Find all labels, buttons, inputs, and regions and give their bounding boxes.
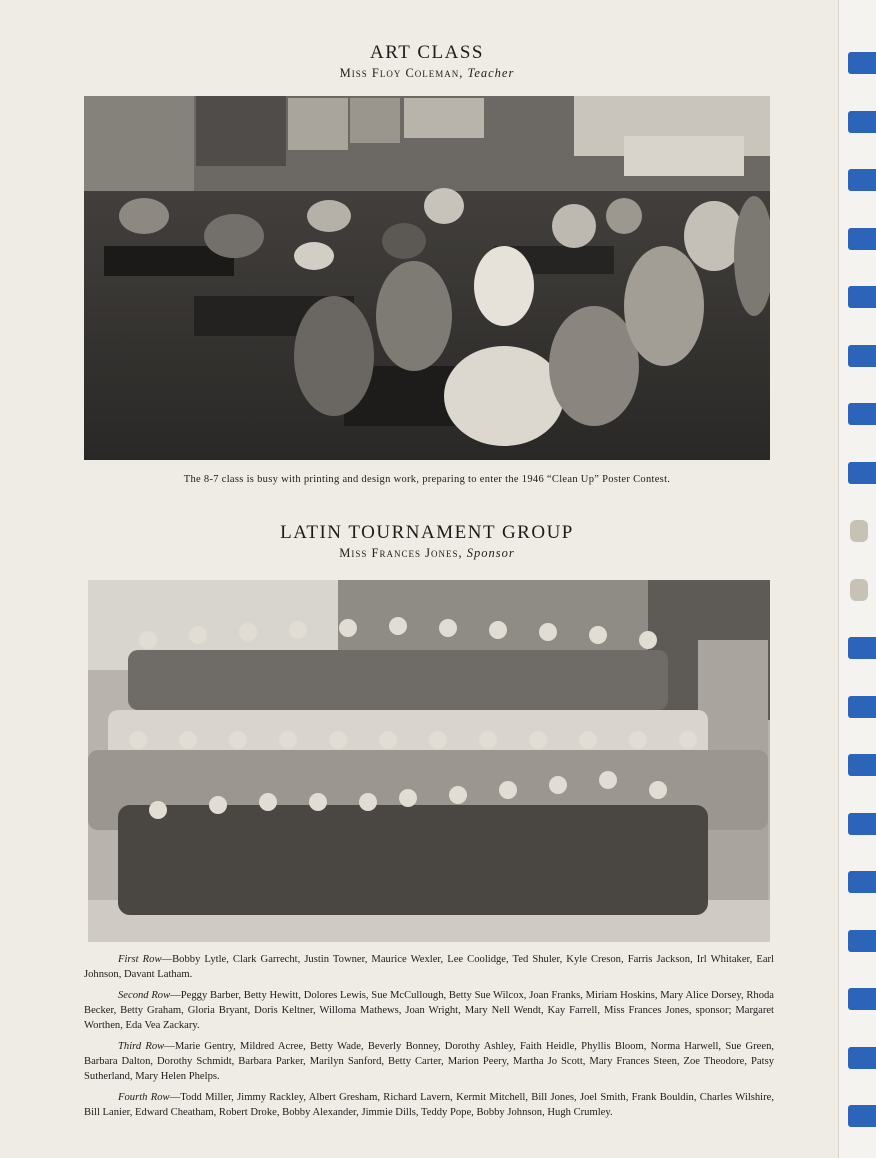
- binding-coil: [848, 52, 876, 74]
- name-list: [84, 952, 774, 1126]
- binding-coil: [848, 871, 876, 893]
- row-label: Fourth Row: [118, 1092, 170, 1103]
- binding-coil: [848, 345, 876, 367]
- row-names: Fourth Row—Todd Miller, Jimmy Rackley, Albert Gresham, Richard Lavern, Kermit Mitchell, Bill Jones, Joel Smith, Frank Bouldin, Charles Wilshire, Bill Lanier, Edward Cheatham, Robert Droke, Bobby Alexander, Jimmie Dills, Teddy Pope, Bobby Johnson, Hugh Crumley.: [84, 1092, 774, 1118]
- binding-coil: [848, 286, 876, 308]
- row-names-text: Peggy Barber, Betty Hewitt, Dolores Lewis, Sue McCullough, Betty Sue Wilcox, Joan Franks, Miriam Hoskins, Mary Alice Dorsey, Rhoda Becker, Betty Graham, Gloria Bryant, Doris Keltner, Willoma Mathews, Joan Wright, Mary Nell Wendt, Kay Farrell, Miss Frances Jones, sponsor; Margaret Worthen, Eda Vea Zackary.: [84, 990, 775, 1031]
- row-names-text: Marie Gentry, Mildred Acree, Betty Wade, Beverly Bonney, Dorothy Ashley, Faith Heidle, Phyllis Bloom, Norma Harwell, Sue Green, Barbara Dalton, Dorothy Schmidt, Barbara Parker, Marilyn Sanford, Betty Carter, Marion Peery, Martha Jo Scott, Mary Frances Steen, Zoe Theodore, Patsy Sutherland, Mary Helen Phelps.: [84, 1041, 775, 1082]
- latin-group-title: LATIN TOURNAMENT GROUP: [280, 522, 574, 543]
- binding-coil: [848, 169, 876, 191]
- binding-coil: [848, 228, 876, 250]
- art-class-caption: The 8-7 class is busy with printing and design work, preparing to enter the 1946 “Clean Up” Poster Contest.: [183, 474, 671, 485]
- row-names: Third Row—Marie Gentry, Mildred Acree, Betty Wade, Beverly Bonney, Dorothy Ashley, Faith Heidle, Phyllis Bloom, Norma Harwell, Sue Green, Barbara Dalton, Dorothy Schmidt, Barbara Parker, Marilyn Sanford, Betty Carter, Marion Peery, Martha Jo Scott, Mary Frances Steen, Zoe Theodore, Patsy Sutherland, Mary Helen Phelps.: [84, 1041, 775, 1082]
- row-label: First Row: [118, 954, 162, 965]
- teacher-role: Teacher: [467, 66, 515, 80]
- art-class-photo: [84, 96, 770, 460]
- sponsor-name: Miss Frances Jones: [339, 546, 459, 560]
- art-class-teacher: Miss Floy Coleman, Teacher: [339, 66, 515, 80]
- sponsor-role: Sponsor: [466, 546, 515, 560]
- binding-coil: [848, 1105, 876, 1127]
- binding-coil: [848, 462, 876, 484]
- row-names: Second Row—Peggy Barber, Betty Hewitt, Dolores Lewis, Sue McCullough, Betty Sue Wilcox, Joan Franks, Miriam Hoskins, Mary Alice Dorsey, Rhoda Becker, Betty Graham, Gloria Bryant, Doris Keltner, Willoma Mathews, Joan Wright, Mary Nell Wendt, Kay Farrell, Miss Frances Jones, sponsor; Margaret Worthen, Eda Vea Zackary.: [84, 990, 775, 1031]
- row-label: Third Row: [118, 1041, 165, 1052]
- row-names-text: Bobby Lytle, Clark Garrecht, Justin Towner, Maurice Wexler, Lee Coolidge, Ted Shuler, Kyle Creson, Farris Jackson, Irl Whitaker, Earl Johnson, Davant Latham.: [84, 954, 774, 980]
- art-class-title: ART CLASS: [370, 42, 484, 63]
- latin-group-photo: [88, 580, 770, 942]
- binding-coil: [848, 930, 876, 952]
- row-label: Second Row: [118, 990, 171, 1001]
- binding-coil: [850, 520, 868, 542]
- binding-coil: [848, 813, 876, 835]
- binding-coil: [848, 637, 876, 659]
- binding-coil: [850, 579, 868, 601]
- teacher-name: Miss Floy Coleman: [339, 66, 460, 80]
- binding-coil: [848, 111, 876, 133]
- binding-coil: [848, 403, 876, 425]
- binding-coil: [848, 988, 876, 1010]
- binding-coil: [848, 1047, 876, 1069]
- row-names-text: Todd Miller, Jimmy Rackley, Albert Gresham, Richard Lavern, Kermit Mitchell, Bill Jones, Joel Smith, Frank Bouldin, Charles Wilshire, Bill Lanier, Edward Cheatham, Robert Droke, Bobby Alexander, Jimmie Dills, Teddy Pope, Bobby Johnson, Hugh Crumley.: [84, 1092, 774, 1118]
- row-names: First Row—Bobby Lytle, Clark Garrecht, Justin Towner, Maurice Wexler, Lee Coolidge, Ted Shuler, Kyle Creson, Farris Jackson, Irl Whitaker, Earl Johnson, Davant Latham.: [84, 954, 774, 980]
- latin-group-sponsor: Miss Frances Jones, Sponsor: [339, 546, 515, 560]
- binding-coil: [848, 696, 876, 718]
- binding-coil: [848, 754, 876, 776]
